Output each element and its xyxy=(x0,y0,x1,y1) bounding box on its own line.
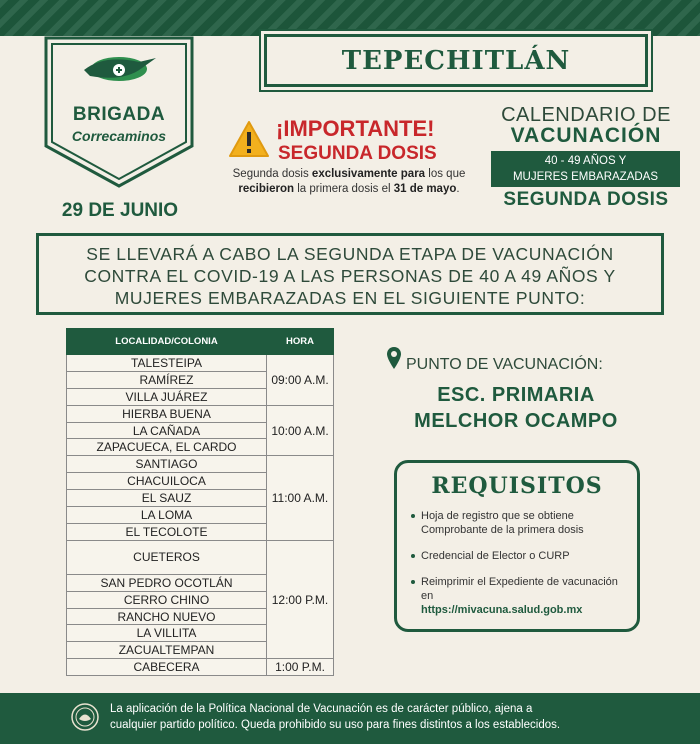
locality-cell: LA VILLITA xyxy=(67,625,267,642)
time-cell: 12:00 P.M. xyxy=(267,540,334,658)
vaccine-portal-link[interactable]: https://mivacuna.salud.gob.mx xyxy=(421,604,583,616)
locality-cell: EL TECOLOTE xyxy=(67,523,267,540)
time-cell: 09:00 A.M. xyxy=(267,355,334,406)
table-row xyxy=(67,659,334,676)
vaccination-point-school xyxy=(386,382,646,434)
locality-cell: SAN PEDRO OCOTLÁN xyxy=(67,574,267,591)
locality-cell: CERRO CHINO xyxy=(67,591,267,608)
second-dose-headline: SEGUNDA DOSIS xyxy=(278,143,437,164)
top-decorative-band xyxy=(0,0,700,36)
town-title: TEPECHITLÁN xyxy=(341,46,571,76)
vaccination-point-label: PUNTO DE VACUNACIÓN: xyxy=(406,356,603,373)
event-date: 29 DE JUNIO xyxy=(61,200,179,221)
schedule-table xyxy=(66,328,334,676)
locality-cell: RAMÍREZ xyxy=(67,371,267,388)
important-headline: ¡IMPORTANTE! xyxy=(276,116,435,141)
time-cell: 10:00 A.M. xyxy=(267,405,334,456)
locality-cell: LA CAÑADA xyxy=(67,422,267,439)
requirement-item xyxy=(411,575,633,617)
locality-cell: ZACUALTEMPAN xyxy=(67,642,267,659)
footer-band xyxy=(0,693,700,744)
time-cell: 11:00 A.M. xyxy=(267,456,334,540)
locality-cell: SANTIAGO xyxy=(67,456,267,473)
time-cell: 1:00 P.M. xyxy=(267,659,334,676)
second-dose-note: Segunda dosis exclusivamente para los que recibieron la primera dosis el 31 de mayo. xyxy=(232,168,466,195)
footer-line2: cualquier partido político. Queda prohibido su uso para fines distintos a los establecidos. xyxy=(110,719,561,731)
requirement-item: Hoja de registro que se obtiene Comprobante de la primera dosis xyxy=(411,509,633,537)
locality-cell: EL SAUZ xyxy=(67,490,267,507)
requirements-title: REQUISITOS xyxy=(431,473,603,499)
location-pin-icon xyxy=(386,346,402,370)
table-row xyxy=(67,456,334,473)
calendar-heading-line1: CALENDARIO DE xyxy=(501,104,671,126)
locality-cell: LA LOMA xyxy=(67,507,267,524)
dose-label: SEGUNDA DOSIS xyxy=(503,189,669,210)
age-group-line1: 40 - 49 AÑOS Y xyxy=(544,155,627,167)
time-column-header: HORA xyxy=(267,329,334,355)
locality-cell: HIERBA BUENA xyxy=(67,405,267,422)
schedule-body xyxy=(67,355,334,676)
warning-icon xyxy=(228,120,270,158)
requirements-box xyxy=(394,460,640,632)
town-title-box xyxy=(264,34,648,87)
announcement-line3: MUJERES EMBARAZADAS EN EL SIGUIENTE PUNTO: xyxy=(114,288,586,308)
locality-cell: CUETEROS xyxy=(67,540,267,574)
locality-cell: CHACUILOCA xyxy=(67,473,267,490)
locality-column-header: LOCALIDAD/COLONIA xyxy=(67,329,267,355)
footer-line1: La aplicación de la Política Nacional de Vacunación es de carácter público, ajena a xyxy=(110,703,533,715)
age-group-box xyxy=(491,151,680,187)
locality-cell: VILLA JUÁREZ xyxy=(67,388,267,405)
locality-cell: RANCHO NUEVO xyxy=(67,608,267,625)
national-seal-icon xyxy=(70,702,100,732)
announcement-line1: SE LLEVARÁ A CABO LA SEGUNDA ETAPA DE VACUNACIÓN xyxy=(86,244,614,264)
badge-subtitle: Correcaminos xyxy=(71,128,167,144)
school-line2: MELCHOR OCAMPO xyxy=(414,410,618,432)
footer-disclaimer xyxy=(110,701,670,733)
locality-cell: CABECERA xyxy=(67,659,267,676)
requirement-text: Reimprimir el Expediente de vacunación en xyxy=(421,576,618,602)
table-row xyxy=(67,405,334,422)
school-line1: ESC. PRIMARIA xyxy=(437,384,595,406)
locality-cell: TALESTEIPA xyxy=(67,355,267,372)
table-row xyxy=(67,540,334,574)
badge-title: BRIGADA xyxy=(72,104,166,125)
table-row xyxy=(67,355,334,372)
calendar-heading-line2: VACUNACIÓN xyxy=(510,124,662,147)
requirements-list xyxy=(411,509,633,629)
requirement-item: Credencial de Elector o CURP xyxy=(411,549,633,563)
locality-cell: ZAPACUECA, EL CARDO xyxy=(67,439,267,456)
brigada-badge xyxy=(44,36,194,188)
announcement-line2: CONTRA EL COVID-19 A LAS PERSONAS DE 40 A 49 AÑOS Y xyxy=(84,266,616,286)
age-group-line2: MUJERES EMBARAZADAS xyxy=(512,171,659,183)
announcement-box xyxy=(36,233,664,315)
